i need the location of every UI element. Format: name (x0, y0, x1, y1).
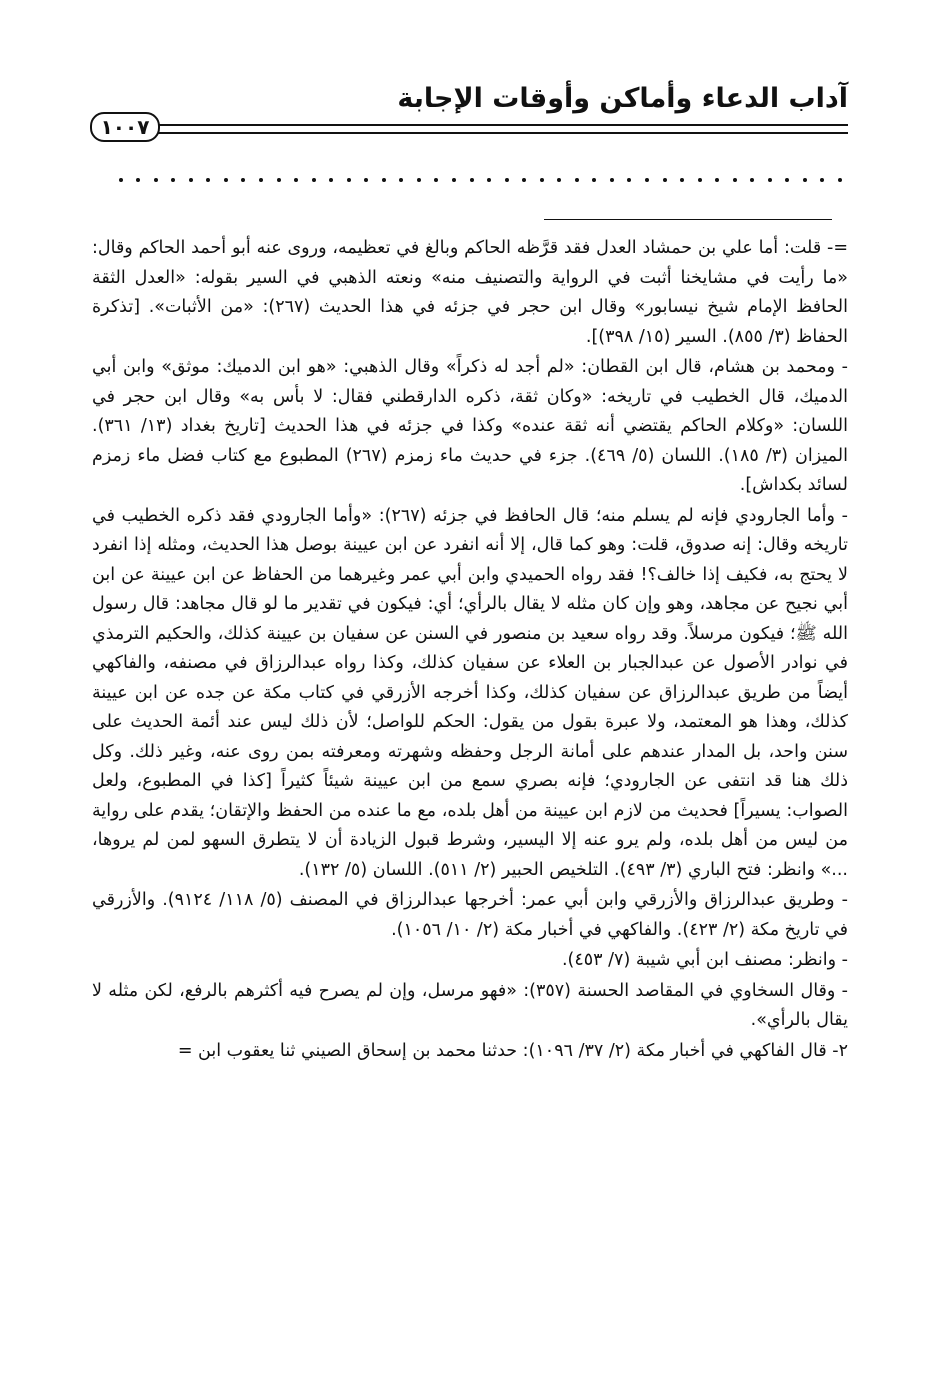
dot (698, 178, 702, 182)
dot (312, 178, 316, 182)
dot (171, 178, 175, 182)
dot (329, 178, 333, 182)
dot (557, 178, 561, 182)
dot (259, 178, 263, 182)
dot (224, 178, 228, 182)
dot (294, 178, 298, 182)
dot (452, 178, 456, 182)
footnote-separator (544, 219, 832, 220)
dot (470, 178, 474, 182)
dot (838, 178, 842, 182)
dot (540, 178, 544, 182)
dot (645, 178, 649, 182)
dot (382, 178, 386, 182)
dot (154, 178, 158, 182)
dot (417, 178, 421, 182)
dot (505, 178, 509, 182)
footnote-paragraph: - وقال السخاوي في المقاصد الحسنة (٣٥٧): «فهو مرسل، وإن لم يصرح فيه أكثرهم بالرفع، لكن مثله لا يقال بالرأي». (92, 980, 848, 1030)
dot (487, 178, 491, 182)
footnote-paragraph: - وطريق عبدالرزاق والأزرقي وابن أبي عمر: أخرجها عبدالرزاق في المصنف (٥/ ١١٨/ ٩١٢٤). والأزرقي في تاريخ مكة (٢/ ٤٢٣). والفاكهي في أخبار مكة (٢/ ١٠/ ١٠٥٦). (92, 890, 848, 940)
dot (522, 178, 526, 182)
dot (189, 178, 193, 182)
footnote-paragraph: =- قلت: أما علي بن حمشاد العدل فقد قرَّظه الحاكم وبالغ في تعظيمه، وروى عنه أبو أحمد الحاكم وقال: «ما رأيت في مشايخنا أثبت في الرواية والتصنيف منه» ونعته الذهبي في السير بقوله: «العدل الثقة الحافظ الإمام شيخ نيسابور» وقال ابن حجر في جزئه في هذا الحديث (٢٦٧): «من الأثبات». [تذكرة الحفاظ (٣/ ٨٥٥). السير (١٥/ ٣٩٨)]. (92, 238, 848, 347)
dot (610, 178, 614, 182)
dot (136, 178, 140, 182)
dot (750, 178, 754, 182)
dot (206, 178, 210, 182)
dot (803, 178, 807, 182)
dot (364, 178, 368, 182)
dot (785, 178, 789, 182)
footnote-paragraph: ٢- قال الفاكهي في أخبار مكة (٢/ ٣٧/ ١٠٩٦): حدثنا محمد بن إسحاق الصيني ثنا يعقوب ابن = (177, 1040, 848, 1061)
footnotes (92, 234, 848, 1066)
dot (434, 178, 438, 182)
dot (119, 178, 123, 182)
footnote-paragraph: - ومحمد بن هشام، قال ابن القطان: «لم أجد له ذكراً» وقال الذهبي: «هو ابن الدميك: موثق» وابن أبي الدميك، قال الخطيب في تاريخه: «وكان ثقة، ذكره الدارقطني فقال: لا بأس به» وقال ابن حجر في اللسان: «وكلام الحاكم يقتضي أنه ثقة عنده» وكذا في جزئه في هذا الحديث [تاريخ بغداد (١٣/ ٣٦١). الميزان (٣/ ١٨٥). اللسان (٥/ ٤٦٩). جزء في حديث ماء زمزم (٢٦٧) المطبوع مع كتاب فضل ماء زمزم لسائد بكداش]. (92, 357, 848, 495)
dot (277, 178, 281, 182)
dot (820, 178, 824, 182)
dot (680, 178, 684, 182)
dot (663, 178, 667, 182)
page-number: ١٠٠٧ (90, 112, 160, 142)
dot (399, 178, 403, 182)
footnote-paragraph: - وأما الجارودي فإنه لم يسلم منه؛ قال الحافظ في جزئه (٢٦٧): «وأما الجارودي فقد ذكره الخطيب في تاريخه وقال: إنه صدوق، قلت: وهو كما قال، إلا أنه انفرد عن ابن عيينة بوصل هذا الحديث، ومثله إذا انفرد لا يحتج به، فكيف إذا خالف؟! فقد رواه الحميدي وابن أبي عمر وغيرهما من الحفاظ عن ابن عيينة عن ابن أبي نجيح عن مجاهد، وهو وإن كان مثله لا يقال بالرأي؛ أي: فيكون في تقدير ما لو قال مجاهد: قال رسول الله ﷺ؛ فيكون مرسلاً. وقد رواه سعيد بن منصور في السنن عن سفيان بن عيينة كذلك، والحكيم الترمذي في نوادر الأصول عن عبدالجبار بن العلاء عن سفيان كذلك، وكذا رواه عبدالرزاق في مصنفه، والفاكهي أيضاً من طريق عبدالرزاق عن سفيان كذلك، وكذا أخرجه الأزرقي في كتاب مكة عن جده عن ابن عيينة كذلك، وهذا هو المعتمد، ولا عبرة بقول من يقول: الحكم للواصل؛ لأن ذلك ليس عند أئمة الحديث على سنن واحد، بل المدار عندهم على أمانة الرجل وحفظه وشهرته ومعرفته بمن روى عنه، وغير ذلك. وكل ذلك هنا قد انتفى عن الجارودي؛ فإنه بصري سمع من ابن عيينة شيئاً كثيراً [كذا في المطبوع، ولعل الصواب: يسيراً] فحديث من لازم ابن عيينة من أهل بلده، مع ما عنده من الحفظ والإتقان؛ يقدم على رواية من ليس من أهل بلده، ولم يرو عنه إلا اليسير، وشرط قبول الزيادة أن لا يتطرق السهو لمن لم يروها، ...» وانظر: فتح الباري (٣/ ٤٩٣). التلخيص الحبير (٢/ ٥١١). اللسان (٥/ ١٣٢). (92, 505, 848, 880)
dot (768, 178, 772, 182)
running-title: آداب الدعاء وأماكن وأوقات الإجابة (397, 83, 848, 114)
dot (575, 178, 579, 182)
dot (715, 178, 719, 182)
dotted-separator (118, 178, 842, 182)
page-header (88, 82, 848, 152)
dot (347, 178, 351, 182)
header-rule (154, 124, 848, 134)
dot (241, 178, 245, 182)
dot (592, 178, 596, 182)
dot (627, 178, 631, 182)
dot (733, 178, 737, 182)
footnote-paragraph: - وانظر: مصنف ابن أبي شيبة (٧/ ٤٥٣). (561, 950, 848, 970)
